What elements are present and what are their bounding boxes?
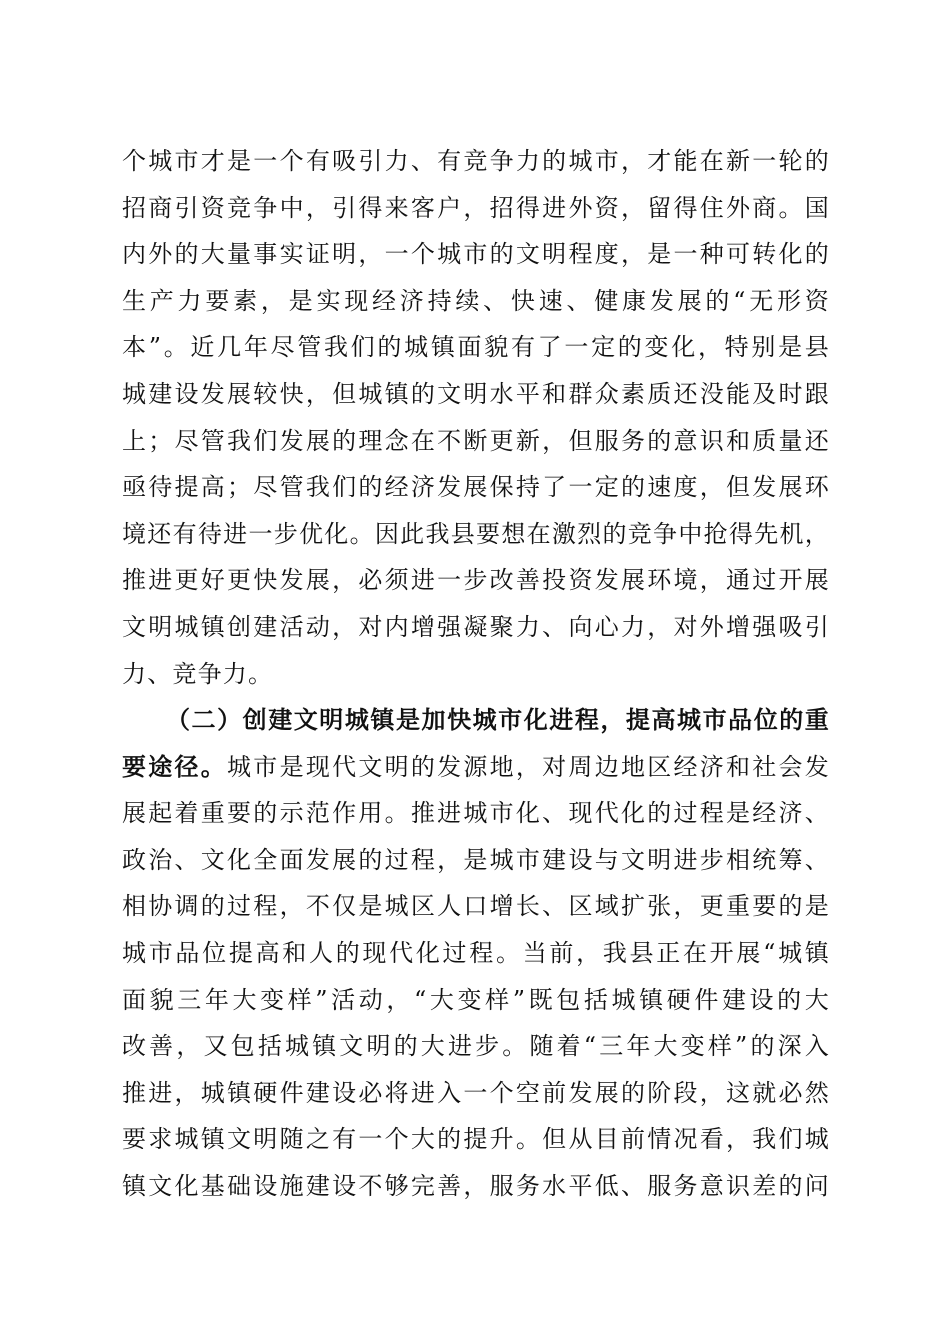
text-line: 要求城镇文明随之有一个大的提升。但从目前情况看，我们城	[122, 1125, 830, 1154]
paragraph-2	[122, 697, 830, 1210]
text-line: 文明城镇创建活动，对内增强凝聚力、向心力，对外增强吸引	[122, 612, 830, 641]
text-line: 推进更好更快发展，必须进一步改善投资发展环境，通过开展	[122, 566, 830, 595]
text-line: 亟待提高；尽管我们的经济发展保持了一定的速度，但发展环	[122, 473, 830, 502]
text-line: 生产力要素，是实现经济持续、快速、健康发展的“无形资	[122, 286, 830, 315]
text-line: 展起着重要的示范作用。推进城市化、现代化的过程是经济、	[122, 799, 830, 828]
text-line: 内外的大量事实证明，一个城市的文明程度，是一种可转化的	[122, 240, 830, 269]
text-line: 本”。近几年尽管我们的城镇面貌有了一定的变化，特别是县	[122, 333, 830, 362]
text-line: 政治、文化全面发展的过程，是城市建设与文明进步相统筹、	[122, 845, 830, 874]
text-line: 个城市才是一个有吸引力、有竞争力的城市，才能在新一轮的	[122, 147, 830, 175]
text-line: 城市品位提高和人的现代化过程。当前，我县正在开展“城镇	[122, 938, 830, 967]
text-line: 境还有待进一步优化。因此我县要想在激烈的竞争中抢得先机，	[122, 519, 830, 548]
text-line: 推进，城镇硬件建设必将进入一个空前发展的阶段，这就必然	[122, 1078, 830, 1107]
text-line: 面貌三年大变样”活动，“大变样”既包括城镇硬件建设的大	[122, 985, 830, 1014]
text-line: 力、竞争力。	[122, 659, 274, 688]
paragraph-1	[122, 138, 830, 697]
section-heading: （二）创建文明城镇是加快城市化进程，提高城市品位的重	[166, 705, 830, 734]
text-line: 上；尽管我们发展的理念在不断更新，但服务的意识和质量还	[122, 426, 830, 455]
text-line: 改善，又包括城镇文明的大进步。随着“三年大变样”的深入	[122, 1032, 830, 1061]
text-line: 招商引资竞争中，引得来客户，招得进外资，留得住外商。国	[122, 193, 830, 222]
text-line: 城建设发展较快，但城镇的文明水平和群众素质还没能及时跟	[122, 379, 830, 408]
text-line: 镇文化基础设施建设不够完善，服务水平低、服务意识差的问	[122, 1171, 830, 1200]
section-heading-continued: 要途径。	[122, 751, 228, 781]
text-span: 城市是现代文明的发源地，对周边地区经济和社会发	[227, 752, 830, 781]
text-line	[122, 744, 830, 791]
text-line: 相协调的过程，不仅是城区人口增长、区域扩张，更重要的是	[122, 892, 830, 921]
